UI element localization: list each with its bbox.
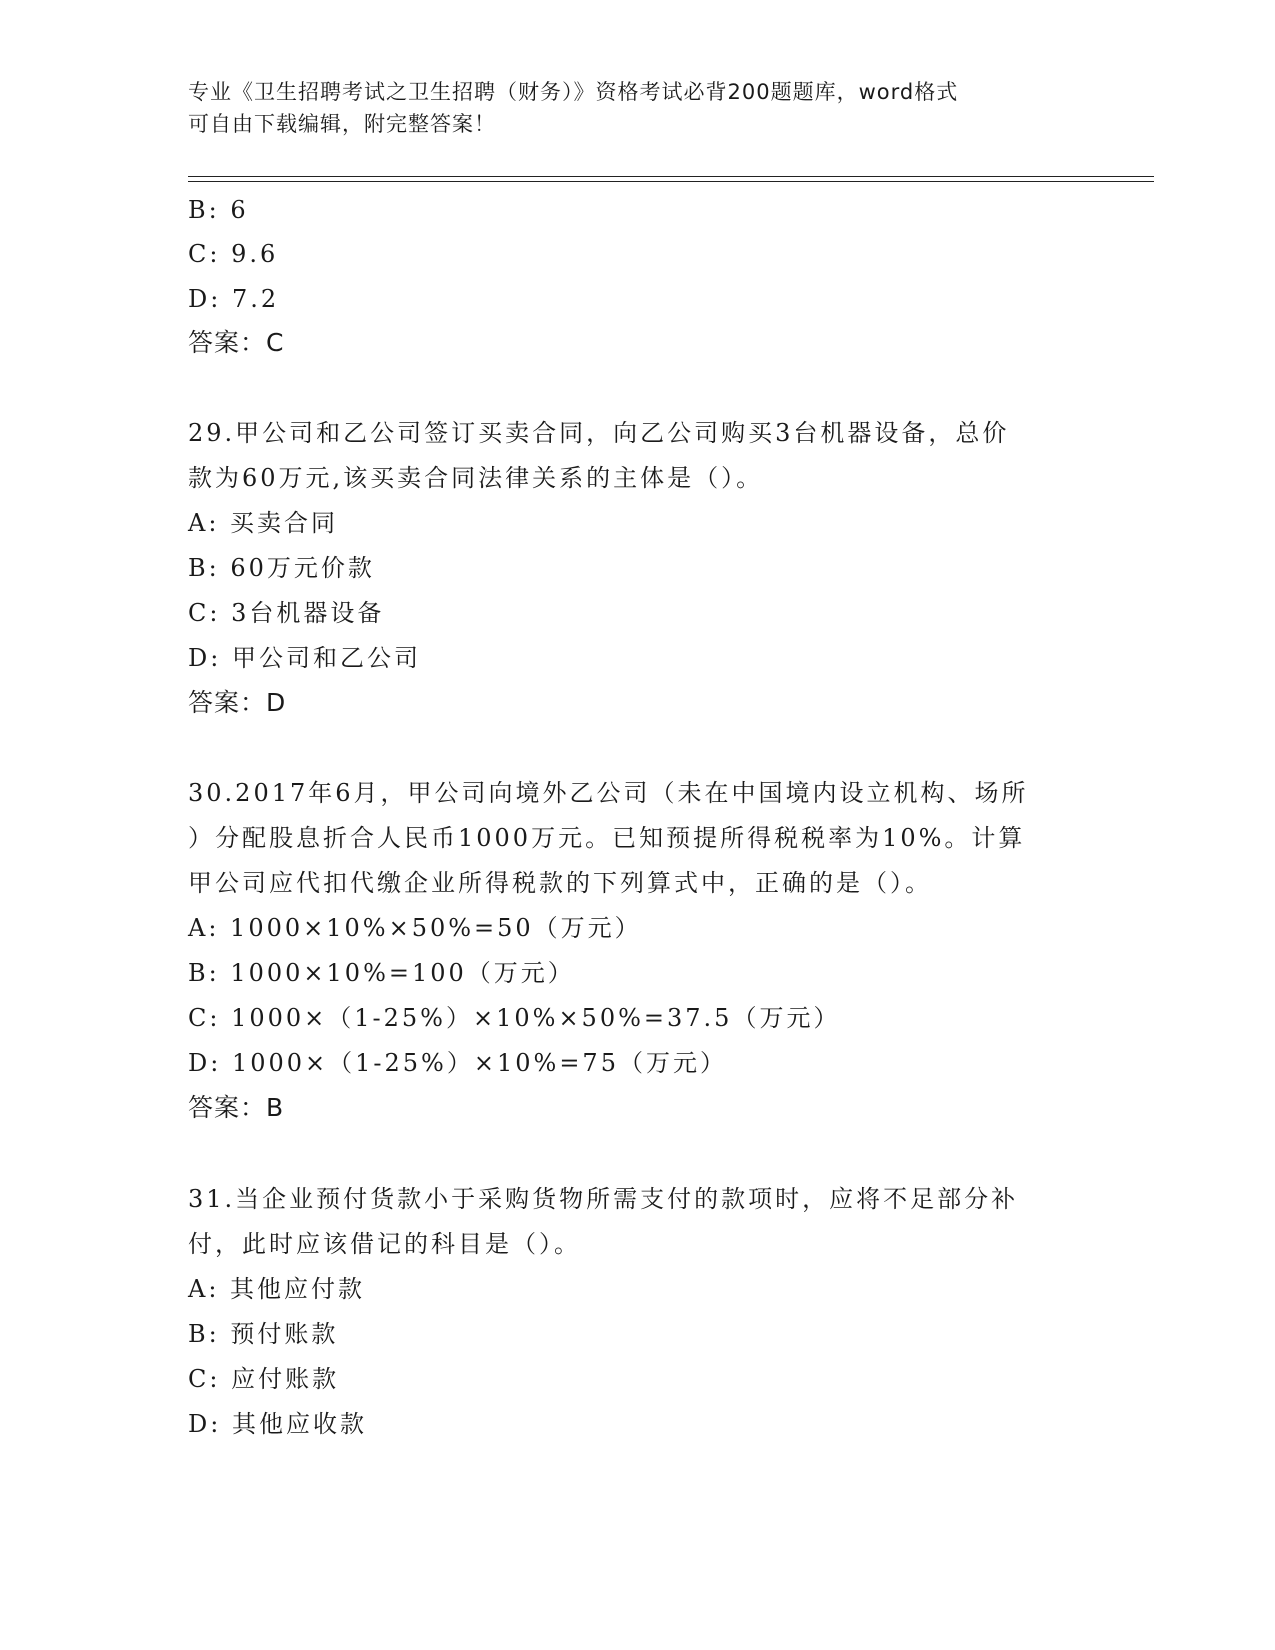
q31-option-c: C: 应付账款	[188, 1365, 340, 1393]
q29-answer: 答案：D	[188, 688, 287, 717]
q29-option-a: A: 买卖合同	[188, 509, 339, 537]
q28-option-d: D: 7.2	[188, 285, 280, 313]
q30-answer: 答案：B	[188, 1093, 285, 1122]
q31-option-b: B: 预付账款	[188, 1320, 339, 1348]
q28-answer: 答案：C	[188, 328, 285, 357]
q28-option-b: B: 6	[188, 196, 249, 224]
q28-option-c: C: 9.6	[188, 240, 279, 268]
q30-stem-line-1: 30.2017年6月，甲公司向境外乙公司（未在中国境内设立机构、场所	[188, 779, 1029, 807]
q29-option-c: C: 3台机器设备	[188, 599, 385, 627]
q30-option-d: D: 1000×（1-25%）×10%=75（万元）	[188, 1049, 727, 1077]
q31-option-a: A: 其他应付款	[188, 1275, 366, 1303]
document-header	[188, 76, 1088, 140]
q31-option-d: D: 其他应收款	[188, 1410, 367, 1438]
header-divider-bottom	[188, 181, 1154, 182]
header-line-1: 专业《卫生招聘考试之卫生招聘（财务）》资格考试必背200题题库，word格式	[188, 80, 959, 104]
q30-stem-line-3: 甲公司应代扣代缴企业所得税款的下列算式中，正确的是（）。	[188, 869, 932, 897]
q30-stem-line-2: ）分配股息折合人民币1000万元。已知预提所得税税率为10%。计算	[188, 824, 1026, 852]
header-line-2: 可自由下载编辑，附完整答案！	[188, 112, 496, 136]
q29-stem-line-2: 款为60万元,该买卖合同法律关系的主体是（）。	[188, 464, 764, 492]
q29-option-d: D: 甲公司和乙公司	[188, 644, 421, 672]
q30-option-a: A: 1000×10%×50%=50（万元）	[188, 914, 642, 942]
q31-stem-line-2: 付，此时应该借记的科目是（）。	[188, 1230, 581, 1258]
header-divider-top	[188, 176, 1154, 177]
q30-option-b: B: 1000×10%=100（万元）	[188, 959, 575, 987]
q31-stem-line-1: 31.当企业预付货款小于采购货物所需支付的款项时，应将不足部分补	[188, 1185, 1019, 1213]
q30-option-c: C: 1000×（1-25%）×10%×50%=37.5（万元）	[188, 1004, 841, 1032]
q29-option-b: B: 60万元价款	[188, 554, 375, 582]
q29-stem-line-1: 29.甲公司和乙公司签订买卖合同，向乙公司购买3台机器设备，总价	[188, 419, 1010, 447]
